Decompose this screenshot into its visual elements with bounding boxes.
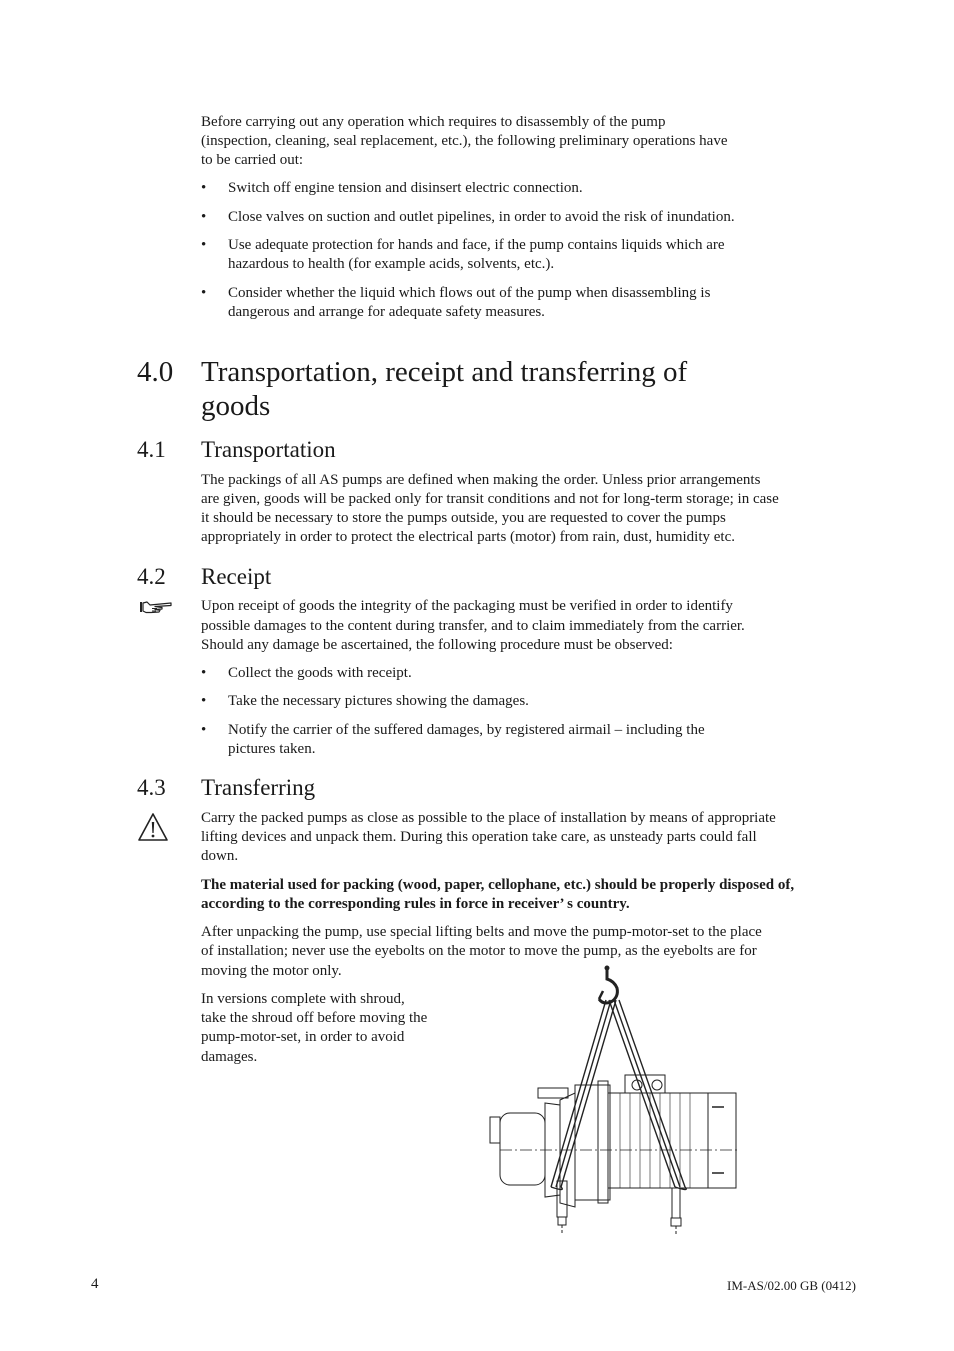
- body-line: Upon receipt of goods the integrity of the packaging must be verified in order to identify: [201, 598, 733, 614]
- section-title: goods: [201, 390, 271, 422]
- pointing-hand-icon: [138, 599, 174, 615]
- section-number: 4.2: [137, 564, 166, 589]
- document-code: IM-AS/02.00 GB (0412): [727, 1278, 856, 1293]
- pump-lifting-diagram: [480, 965, 750, 1237]
- body-line: moving the motor only.: [201, 963, 342, 979]
- disposal-note: The material used for packing (wood, paper, cellophane, etc.) should be properly disposed of,: [201, 877, 795, 893]
- bullet-dot: •: [201, 693, 207, 709]
- body-line: The packings of all AS pumps are defined when making the order. Unless prior arrangements: [201, 472, 761, 488]
- list-item: • Consider whether the liquid which flows out of the pump when disassembling is dangerous and arrange for adequate safety measures.: [201, 285, 711, 320]
- bullet-dot: •: [201, 285, 207, 301]
- pump-casing: [490, 1081, 610, 1207]
- section-title: Transportation, receipt and transferring of: [201, 356, 688, 388]
- body-line: of installation; never use the eyebolts on the motor to move the pump, as the eyebolts are for: [201, 943, 757, 959]
- body-line: appropriately in order to protect the electrical parts (motor) from rain, dust, humidity etc.: [201, 529, 735, 545]
- motor: [608, 1075, 736, 1188]
- body-line: down.: [201, 848, 239, 864]
- body-line: possible damages to the content during transfer, and to claim immediately from the carrier.: [201, 618, 745, 634]
- bullet-dot: •: [201, 237, 207, 253]
- intro-line: to be carried out:: [201, 152, 304, 168]
- section-title: Receipt: [201, 564, 272, 589]
- body-line: lifting devices and unpack them. During this operation take care, as unsteady parts could fall: [201, 829, 757, 845]
- list-item: • Use adequate protection for hands and face, if the pump contains liquids which are hazardous to health (for example acids, solvents, etc.).: [201, 237, 725, 272]
- bullet-dot: •: [201, 209, 207, 225]
- list-item: • Notify the carrier of the suffered damages, by registered airmail – including the pictures taken.: [201, 722, 705, 757]
- list-item: • Switch off engine tension and disinsert electric connection.: [201, 180, 583, 196]
- bullet-dot: •: [201, 665, 207, 681]
- body-line: pump-motor-set, in order to avoid: [201, 1029, 405, 1045]
- bullet-dot: •: [201, 180, 207, 196]
- body-line: take the shroud off before moving the: [201, 1010, 428, 1026]
- section-title: Transportation: [201, 437, 336, 462]
- body-line: Carry the packed pumps as close as possible to the place of installation by means of appropriate: [201, 810, 776, 826]
- motor-support-foot: [671, 1188, 681, 1235]
- section-title: Transferring: [201, 775, 316, 800]
- body-line: are given, goods will be packed only for transit conditions and not for long-term storage; in case: [201, 491, 779, 507]
- list-item: • Collect the goods with receipt.: [201, 665, 412, 681]
- body-line: After unpacking the pump, use special lifting belts and move the pump-motor-set to the place: [201, 924, 762, 940]
- disposal-note: according to the corresponding rules in force in receiver’ s country.: [201, 896, 630, 912]
- body-line: Should any damage be ascertained, the following procedure must be observed:: [201, 637, 673, 653]
- intro-line: (inspection, cleaning, seal replacement, etc.), the following preliminary operations have: [201, 133, 728, 149]
- list-item: • Take the necessary pictures showing the damages.: [201, 693, 529, 709]
- warning-triangle-icon: [137, 812, 169, 842]
- body-line: In versions complete with shroud,: [201, 991, 405, 1007]
- body-line: damages.: [201, 1049, 258, 1065]
- section-number: 4.0: [137, 356, 174, 388]
- intro-line: Before carrying out any operation which requires to disassembly of the pump: [201, 114, 666, 130]
- section-number: 4.3: [137, 775, 166, 800]
- list-item: • Close valves on suction and outlet pipelines, in order to avoid the risk of inundation.: [201, 209, 735, 225]
- body-line: it should be necessary to store the pumps outside, you are requested to cover the pumps: [201, 510, 726, 526]
- bullet-dot: •: [201, 722, 207, 738]
- crane-hook: [599, 966, 617, 1003]
- page-number: 4: [91, 1276, 99, 1292]
- section-number: 4.1: [137, 437, 166, 462]
